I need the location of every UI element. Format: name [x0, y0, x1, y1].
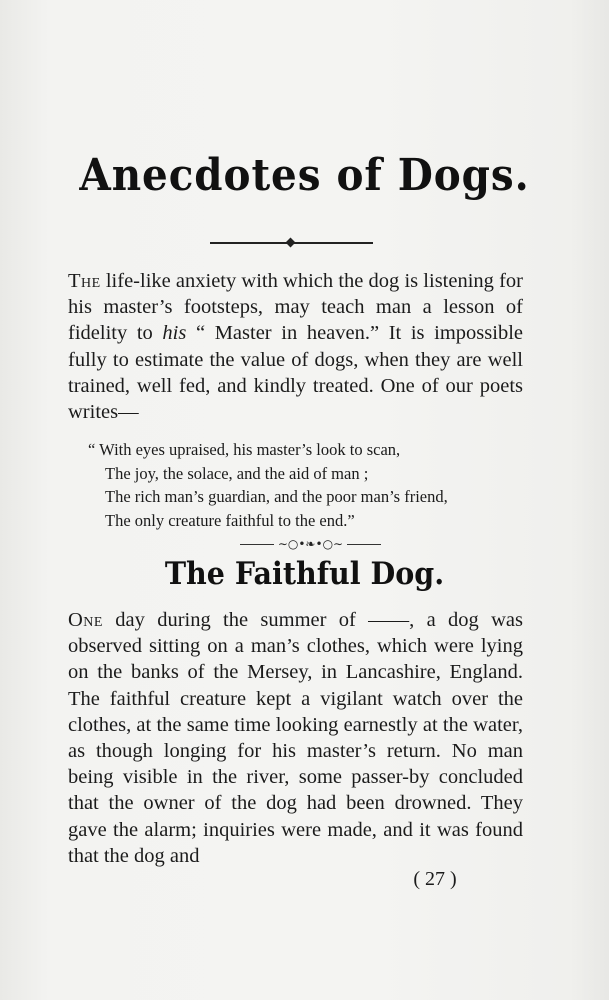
intro-text: life-like anxiety with which the dog is listening for his master’s footsteps, may teach man a lesson of fidelity to	[68, 270, 523, 345]
section-ornament	[240, 536, 352, 552]
page-title: Anecdotes of Dogs.	[79, 150, 530, 201]
page-number: ( 27 )	[413, 868, 457, 890]
story-text: day during the summer of ——, a dog was observed sitting on a man’s clothes, which were lying on the banks of the Mersey, in Lancashire, England. The faithful creature kept a vigilant watch over the clothes, at the same time looking earnestly at the water, as though longing for his master’s return. No man being visible in the river, some passer-by concluded that the owner of the dog had been drowned. They gave the alarm; inquiries were made, and it was found that the dog and	[68, 609, 523, 867]
poem-line: The joy, the solace, and the aid of man ;	[105, 463, 369, 483]
poem-line: “ With eyes upraised, his master’s look to scan,	[88, 440, 401, 459]
section-title: The Faithful Dog.	[164, 556, 445, 592]
story-first-word: One	[68, 609, 103, 631]
poem-line: The rich man’s guardian, and the poor man’s friend,	[105, 487, 448, 506]
intro-first-word: The	[68, 270, 101, 292]
title-rule-diamond	[286, 238, 296, 248]
intro-italic-word: his	[162, 322, 187, 345]
ornament-line-left	[240, 544, 274, 545]
intro-text-after: “ Master in heaven.” It is impossible fully to estimate the value of dogs, when they are well trained, well fed, and kindly treated. One of our poets writes—	[68, 322, 523, 424]
story-paragraph	[68, 607, 523, 869]
poem-line: The only creature faithful to the end.”	[105, 510, 355, 530]
poem-quote	[88, 438, 528, 532]
ornament-glyphs: ∼○•❧•○∼	[277, 537, 344, 551]
ornament-line-right	[347, 544, 381, 545]
intro-paragraph	[68, 268, 523, 425]
